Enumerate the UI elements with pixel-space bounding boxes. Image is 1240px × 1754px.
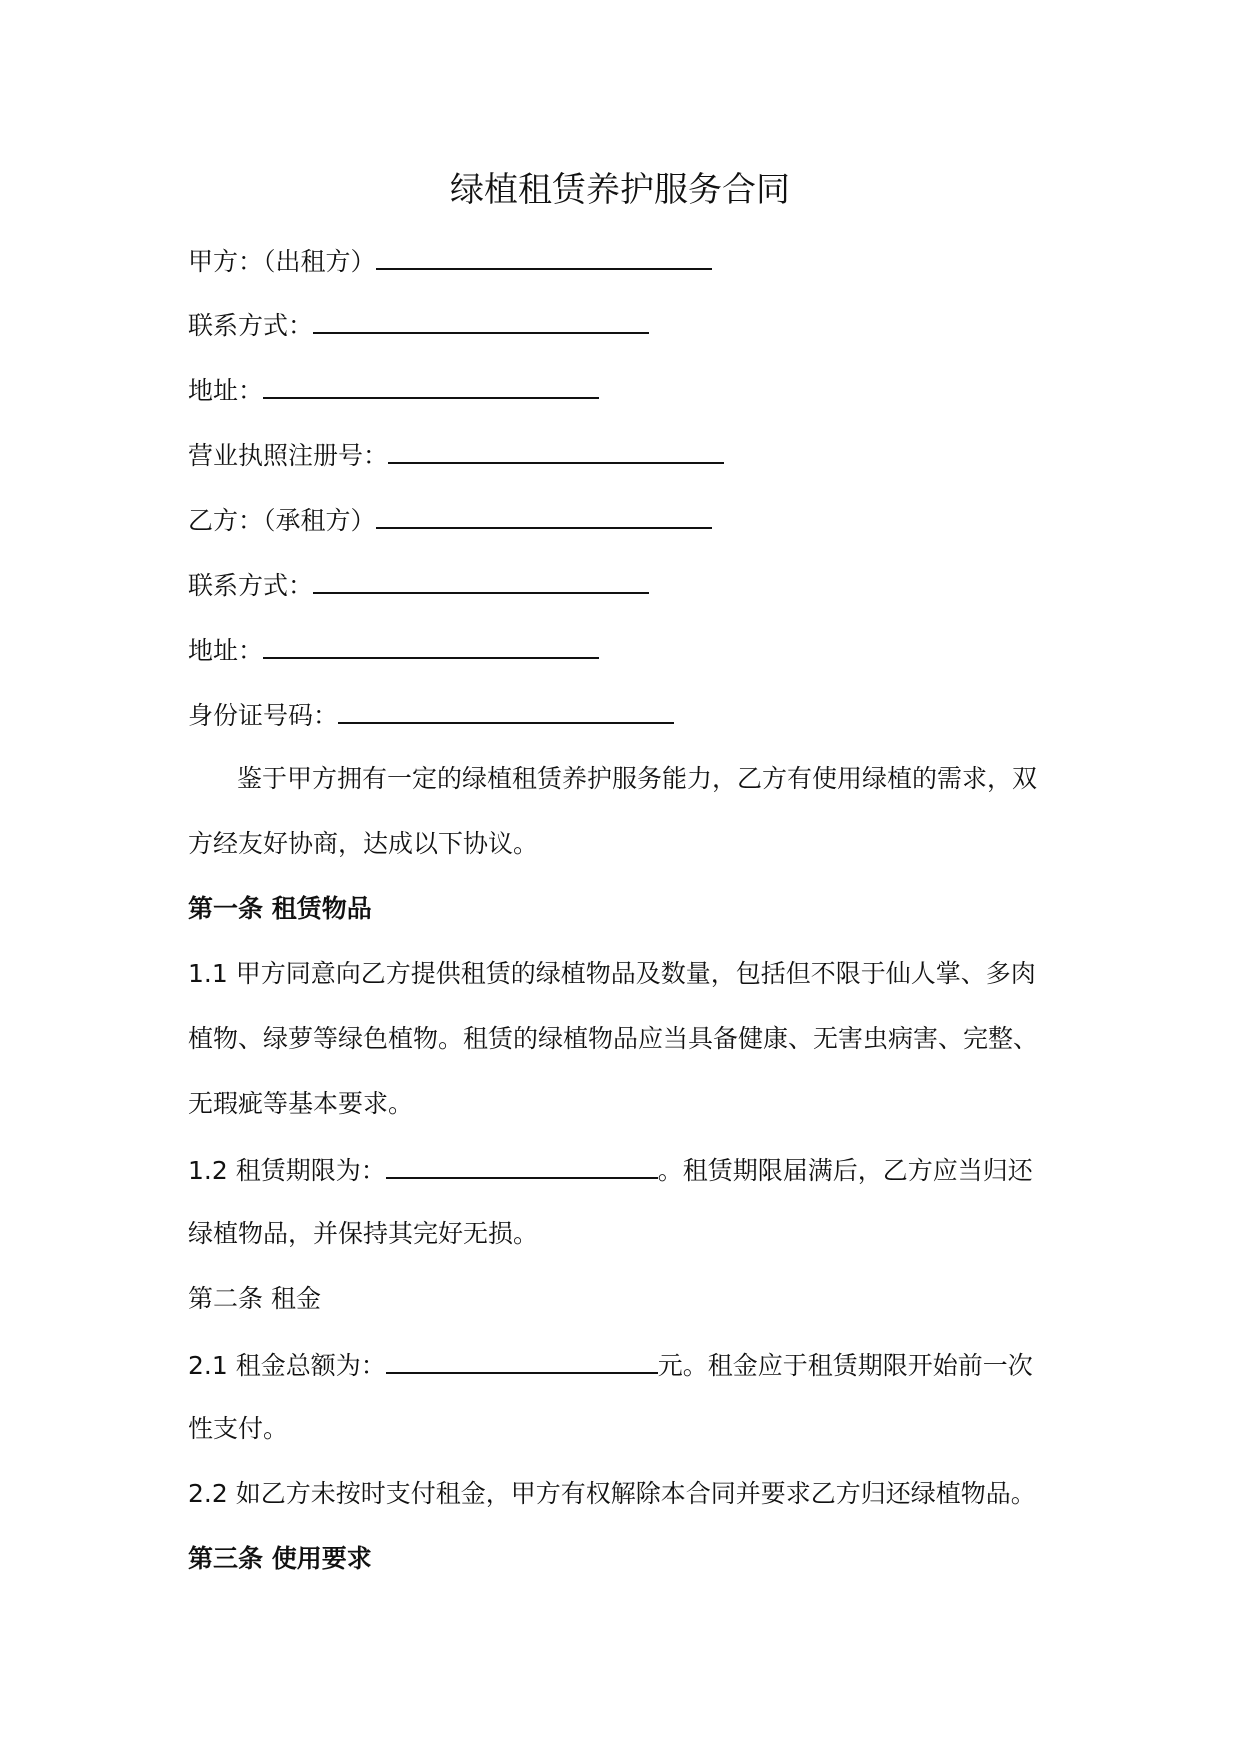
article-2-heading: 第二条 租金 [188,1284,321,1313]
article-1-2-suffix: 。租赁期限届满后，乙方应当归还 [657,1156,1033,1185]
lease-term-blank [386,1151,658,1179]
party-b-contact-blank [313,566,649,594]
party-a-contact-row [188,306,649,344]
article-1-1-line-1: 1.1 甲方同意向乙方提供租赁的绿植物品及数量，包括但不限于仙人掌、多肉 [188,959,1036,988]
party-a-license-blank [388,436,724,464]
party-b-contact-label: 联系方式： [188,571,314,600]
article-1-1-line-2: 植物、绿萝等绿色植物。租赁的绿植物品应当具备健康、无害虫病害、完整、 [188,1024,1039,1053]
article-1-2-prefix: 1.2 租赁期限为： [188,1156,386,1185]
article-2-1-line-2: 性支付。 [188,1414,289,1443]
party-b-contact-row [188,566,649,604]
preamble-line-1: 鉴于甲方拥有一定的绿植租赁养护服务能力，乙方有使用绿植的需求，双 [237,764,1038,793]
article-1-2-row [188,1151,1033,1189]
party-b-address-blank [263,631,599,659]
article-3-heading: 第三条 使用要求 [188,1544,372,1573]
article-2-1-prefix: 2.1 租金总额为： [188,1351,386,1380]
party-b-label: 乙方：（承租方） [188,506,376,535]
article-1-2-line-2: 绿植物品，并保持其完好无损。 [188,1219,539,1248]
party-a-address-label: 地址： [188,376,264,405]
rent-amount-blank [386,1346,658,1374]
party-b-address-label: 地址： [188,636,264,665]
party-a-contact-blank [313,306,649,334]
party-a-license-label: 营业执照注册号： [188,441,389,470]
party-a-contact-label: 联系方式： [188,311,314,340]
party-a-row [188,242,712,280]
article-1-heading: 第一条 租赁物品 [188,894,372,923]
party-a-address-blank [263,371,599,399]
article-2-2-line: 2.2 如乙方未按时支付租金，甲方有权解除本合同并要求乙方归还绿植物品。 [188,1479,1036,1508]
party-b-id-blank [338,696,674,724]
party-a-label: 甲方：（出租方） [188,247,376,276]
party-a-license-row [188,436,724,474]
article-2-1-suffix: 元。租金应于租赁期限开始前一次 [657,1351,1033,1380]
article-2-1-row [188,1346,1033,1384]
preamble-line-2: 方经友好协商，达成以下协议。 [188,829,539,858]
party-b-blank [376,501,712,529]
party-a-address-row [188,371,599,409]
party-b-id-row [188,696,674,734]
party-b-row [188,501,712,539]
party-b-id-label: 身份证号码： [188,701,339,730]
party-a-blank [376,242,712,270]
article-1-1-line-3: 无瑕疵等基本要求。 [188,1089,414,1118]
document-title: 绿植租赁养护服务合同 [450,170,790,210]
party-b-address-row [188,631,599,669]
